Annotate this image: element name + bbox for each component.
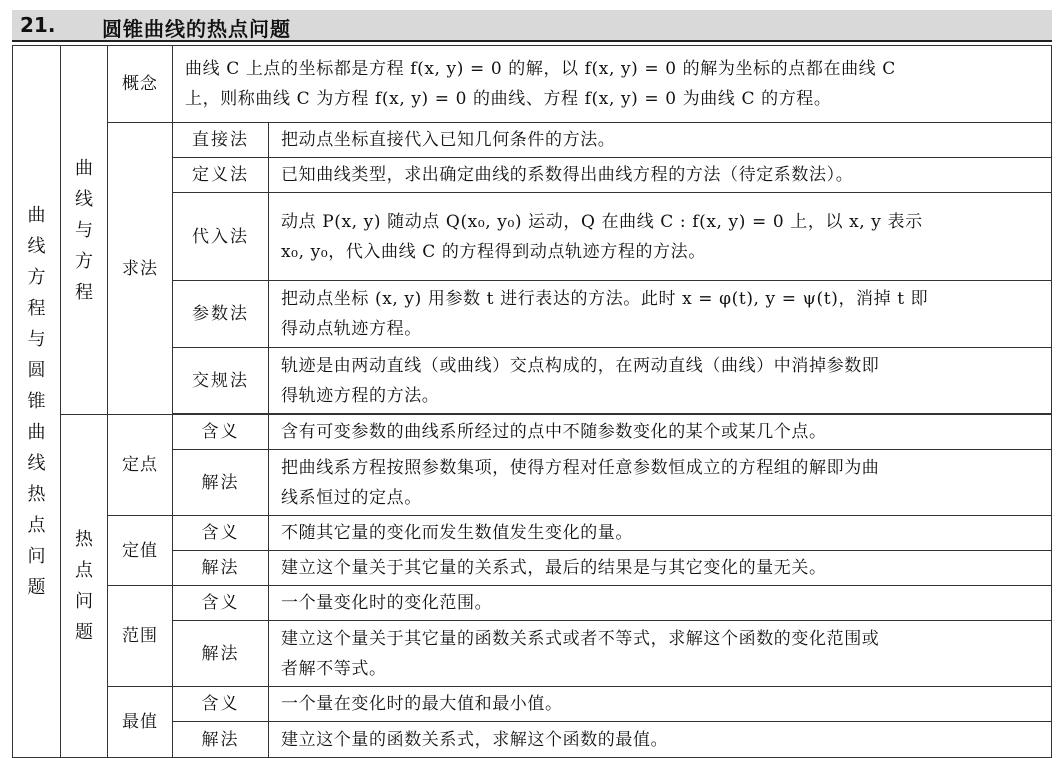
method-text xyxy=(269,281,1052,348)
method-name: 代入法 xyxy=(173,193,269,281)
table-row xyxy=(13,46,1052,123)
method-text: 把动点坐标直接代入已知几何条件的方法。 xyxy=(269,123,1052,158)
method-label: 解法 xyxy=(173,551,269,586)
group-label: 热点问题 xyxy=(75,529,93,643)
meaning-label: 含义 xyxy=(173,415,269,450)
method-text xyxy=(269,193,1052,281)
group-label: 曲线与方程 xyxy=(75,157,93,303)
text-line: 上，则称曲线 C 为方程 f(x, y) = 0 的曲线、方程 f(x, y) = 0 为曲线 C 的方程。 xyxy=(185,89,832,109)
meaning-label: 含义 xyxy=(173,687,269,722)
text-line: 曲线 C 上点的坐标都是方程 f(x, y) = 0 的解，以 f(x, y) = 0 的解为坐标的点都在曲线 C xyxy=(185,59,896,79)
text-line: 线系恒过的定点。 xyxy=(281,487,422,508)
methods-label: 求法 xyxy=(108,123,173,415)
method-name: 交规法 xyxy=(173,348,269,414)
meaning-text: 含有可变参数的曲线系所经过的点中不随参数变化的某个或某几个点。 xyxy=(269,415,1052,450)
text-line: 建立这个量关于其它量的函数关系式或者不等式，求解这个函数的变化范围或 xyxy=(281,628,880,649)
method-text xyxy=(269,621,1052,687)
method-label: 解法 xyxy=(173,722,269,758)
topic-label: 定点 xyxy=(108,415,173,516)
method-label: 解法 xyxy=(173,621,269,687)
concept-text xyxy=(173,46,1052,123)
section-header xyxy=(12,10,1052,42)
method-name: 直接法 xyxy=(173,123,269,158)
text-line: 把曲线系方程按照参数集项，使得方程对任意参数恒成立的方程组的解即为曲 xyxy=(281,457,880,478)
method-name: 定义法 xyxy=(173,158,269,193)
meaning-label: 含义 xyxy=(173,516,269,551)
method-text: 建立这个量关于其它量的关系式，最后的结果是与其它变化的量无关。 xyxy=(269,551,1052,586)
text-line: 得轨迹方程的方法。 xyxy=(281,385,440,406)
method-text xyxy=(269,348,1052,414)
meaning-text: 一个量在变化时的最大值和最小值。 xyxy=(269,687,1052,722)
table-row xyxy=(13,687,1052,722)
main-category-label: 曲线方程与圆锥曲线热点问题 xyxy=(27,205,46,598)
topic-label: 最值 xyxy=(108,687,173,758)
group-cell xyxy=(61,46,108,415)
meaning-text: 一个量变化时的变化范围。 xyxy=(269,586,1052,621)
text-line: x₀, y₀，代入曲线 C 的方程得到动点轨迹方程的方法。 xyxy=(281,241,706,262)
text-line: 轨迹是由两动直线（或曲线）交点构成的，在两动直线（曲线）中消掉参数即 xyxy=(281,355,880,376)
table-row xyxy=(13,586,1052,621)
method-text: 已知曲线类型，求出确定曲线的系数得出曲线方程的方法（待定系数法）。 xyxy=(269,158,1052,193)
group-cell xyxy=(61,415,108,758)
summary-table xyxy=(12,45,1052,758)
text-line: 把动点坐标 (x, y) 用参数 t 进行表达的方法。此时 x = φ(t), y = ψ(t)，消掉 t 即 xyxy=(281,289,929,309)
table-row xyxy=(13,415,1052,450)
method-text xyxy=(269,450,1052,516)
table-row xyxy=(13,516,1052,551)
table-row xyxy=(13,123,1052,158)
meaning-text: 不随其它量的变化而发生数值发生变化的量。 xyxy=(269,516,1052,551)
concept-label: 概念 xyxy=(108,46,173,123)
method-label: 解法 xyxy=(173,450,269,516)
main-category-cell xyxy=(13,46,61,758)
text-line: 得动点轨迹方程。 xyxy=(281,319,422,339)
text-line: 动点 P(x, y) 随动点 Q(x₀, y₀) 运动，Q 在曲线 C : f(x, y) = 0 上，以 x, y 表示 xyxy=(281,211,923,232)
method-name: 参数法 xyxy=(173,281,269,348)
meaning-label: 含义 xyxy=(173,586,269,621)
section-number: 21. xyxy=(20,13,56,37)
method-text: 建立这个量的函数关系式，求解这个函数的最值。 xyxy=(269,722,1052,758)
topic-label: 范围 xyxy=(108,586,173,687)
text-line: 者解不等式。 xyxy=(281,658,387,679)
topic-label: 定值 xyxy=(108,516,173,586)
section-title: 圆锥曲线的热点问题 xyxy=(102,17,291,41)
